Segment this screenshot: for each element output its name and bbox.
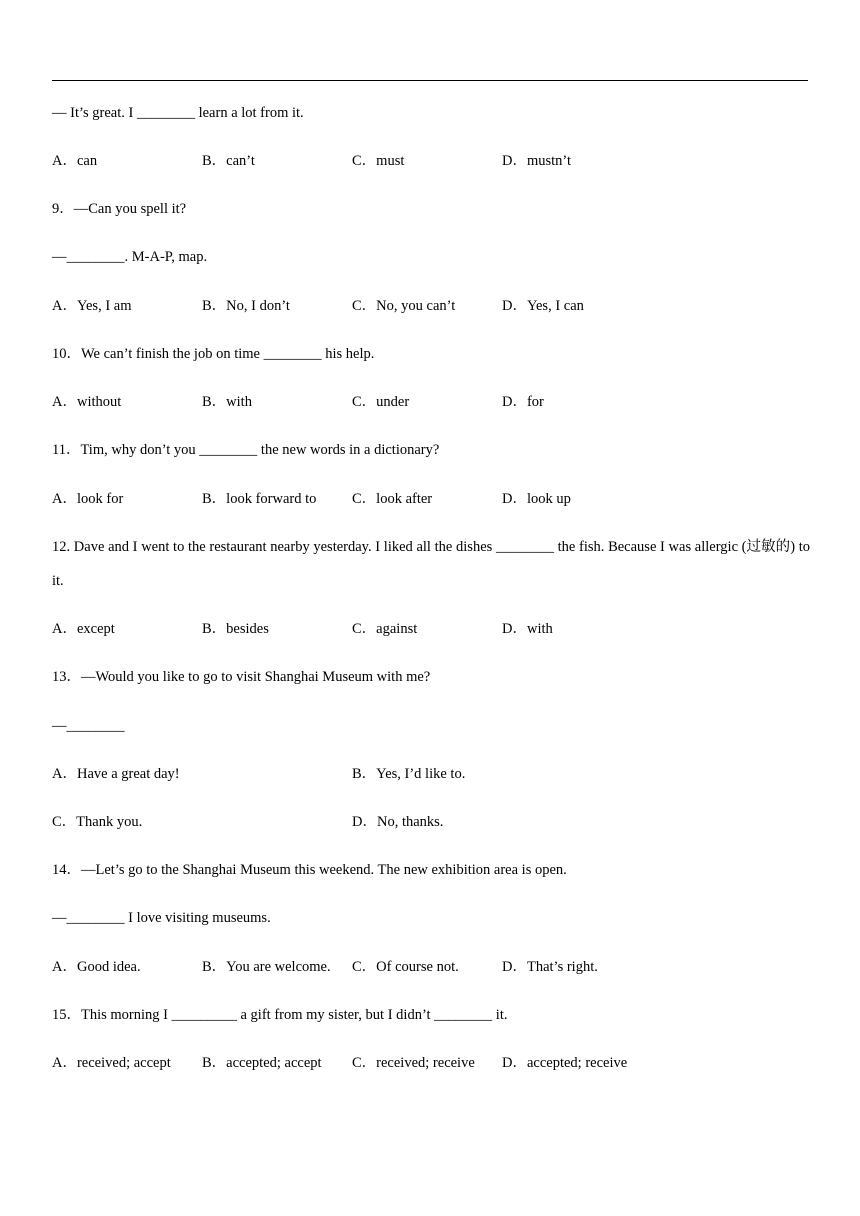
option-8-c[interactable]: C．must [352, 153, 405, 169]
option-12-a[interactable]: A．except [52, 621, 115, 637]
question-9-stem: 9．—Can you spell it? [52, 201, 187, 217]
question-13-reply: —________ [52, 718, 125, 734]
option-15-d[interactable]: D．accepted; receive [502, 1055, 628, 1071]
option-14-b[interactable]: B．You are welcome. [202, 959, 331, 975]
option-9-c[interactable]: C．No, you can’t [352, 298, 456, 314]
question-11-stem: 11．Tim, why don’t you ________ the new words in a dictionary? [52, 442, 440, 458]
option-14-d[interactable]: D．That’s right. [502, 959, 598, 975]
option-13-b[interactable]: B．Yes, I’d like to. [352, 766, 466, 782]
option-13-d[interactable]: D．No, thanks. [352, 814, 444, 830]
option-11-a[interactable]: A．look for [52, 491, 124, 507]
option-12-c[interactable]: C．against [352, 621, 418, 637]
option-8-d[interactable]: D．mustn’t [502, 153, 572, 169]
option-15-b[interactable]: B．accepted; accept [202, 1055, 322, 1071]
option-12-d[interactable]: D．with [502, 621, 553, 637]
question-12-stem: 12. Dave and I went to the restaurant nearby yesterday. I liked all the dishes ________ the fish. Because I was allergic (过敏的) to it. [52, 539, 810, 589]
header-rule [52, 80, 808, 81]
option-8-b[interactable]: B．can’t [202, 153, 255, 169]
question-10-stem: 10．We can’t finish the job on time ________ his help. [52, 346, 375, 362]
option-14-c[interactable]: C．Of course not. [352, 959, 459, 975]
option-11-d[interactable]: D．look up [502, 491, 571, 507]
option-15-a[interactable]: A．received; accept [52, 1055, 171, 1071]
option-13-c[interactable]: C．Thank you. [52, 814, 143, 830]
option-15-c[interactable]: C．received; receive [352, 1055, 475, 1071]
option-10-a[interactable]: A．without [52, 394, 122, 410]
option-14-a[interactable]: A．Good idea. [52, 959, 141, 975]
option-9-d[interactable]: D．Yes, I can [502, 298, 584, 314]
option-8-a[interactable]: A．can [52, 153, 98, 169]
question-8-reply: — It’s great. I ________ learn a lot from it. [52, 105, 304, 121]
option-10-c[interactable]: C．under [352, 394, 410, 410]
option-10-b[interactable]: B．with [202, 394, 252, 410]
option-11-c[interactable]: C．look after [352, 491, 433, 507]
option-9-a[interactable]: A．Yes, I am [52, 298, 132, 314]
question-9-reply: —________. M-A-P, map. [52, 249, 208, 265]
option-9-b[interactable]: B．No, I don’t [202, 298, 290, 314]
question-13-stem: 13．—Would you like to go to visit Shanghai Museum with me? [52, 669, 431, 685]
question-14-stem: 14．—Let’s go to the Shanghai Museum this weekend. The new exhibition area is open. [52, 862, 567, 878]
option-13-a[interactable]: A．Have a great day! [52, 766, 180, 782]
option-12-b[interactable]: B．besides [202, 621, 269, 637]
option-11-b[interactable]: B．look forward to [202, 491, 317, 507]
question-14-reply: —________ I love visiting museums. [52, 910, 271, 926]
option-10-d[interactable]: D．for [502, 394, 544, 410]
question-15-stem: 15．This morning I _________ a gift from my sister, but I didn’t ________ it. [52, 1007, 508, 1023]
